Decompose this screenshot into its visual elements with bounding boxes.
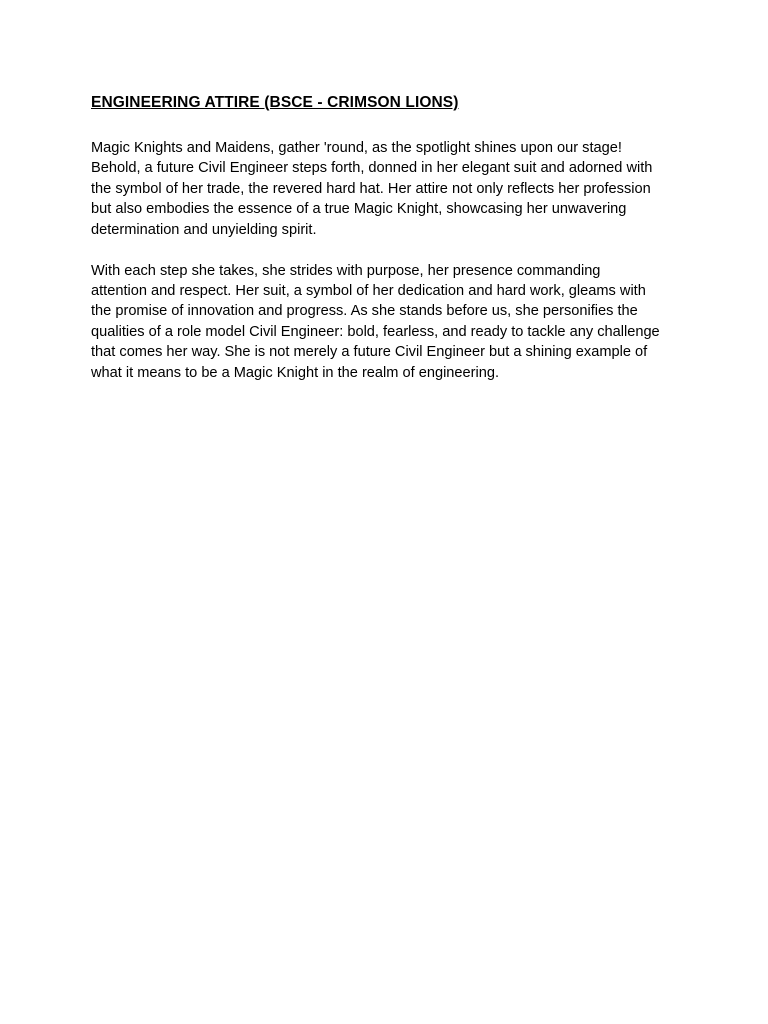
paragraph-line: what it means to be a Magic Knight in the realm of engineering. — [91, 364, 500, 381]
paragraph-line: qualities of a role model Civil Engineer: bold, fearless, and ready to tackle any challenge — [91, 323, 660, 340]
paragraph-line: that comes her way. She is not merely a future Civil Engineer but a shining example of — [91, 344, 648, 361]
paragraph-line: the promise of innovation and progress. As she stands before us, she personifies the — [91, 303, 638, 320]
paragraph-line: Behold, a future Civil Engineer steps forth, donned in her elegant suit and adorned with — [91, 160, 653, 177]
paragraph-line: determination and unyielding spirit. — [91, 221, 317, 238]
paragraph-description — [91, 261, 691, 383]
document-body — [91, 92, 691, 383]
paragraph-intro — [91, 138, 691, 240]
paragraph-line: but also embodies the essence of a true Magic Knight, showcasing her unwavering — [91, 201, 627, 218]
paragraph-line: With each step she takes, she strides with purpose, her presence commanding — [91, 262, 601, 279]
paragraph-line: Magic Knights and Maidens, gather 'round, as the spotlight shines upon our stage! — [91, 140, 622, 156]
paragraph-line: the symbol of her trade, the revered hard hat. Her attire not only reflects her profession — [91, 180, 651, 197]
paragraph-line: attention and respect. Her suit, a symbol of her dedication and hard work, gleams with — [91, 282, 646, 299]
document-title: ENGINEERING ATTIRE (BSCE - CRIMSON LIONS) — [91, 94, 459, 111]
